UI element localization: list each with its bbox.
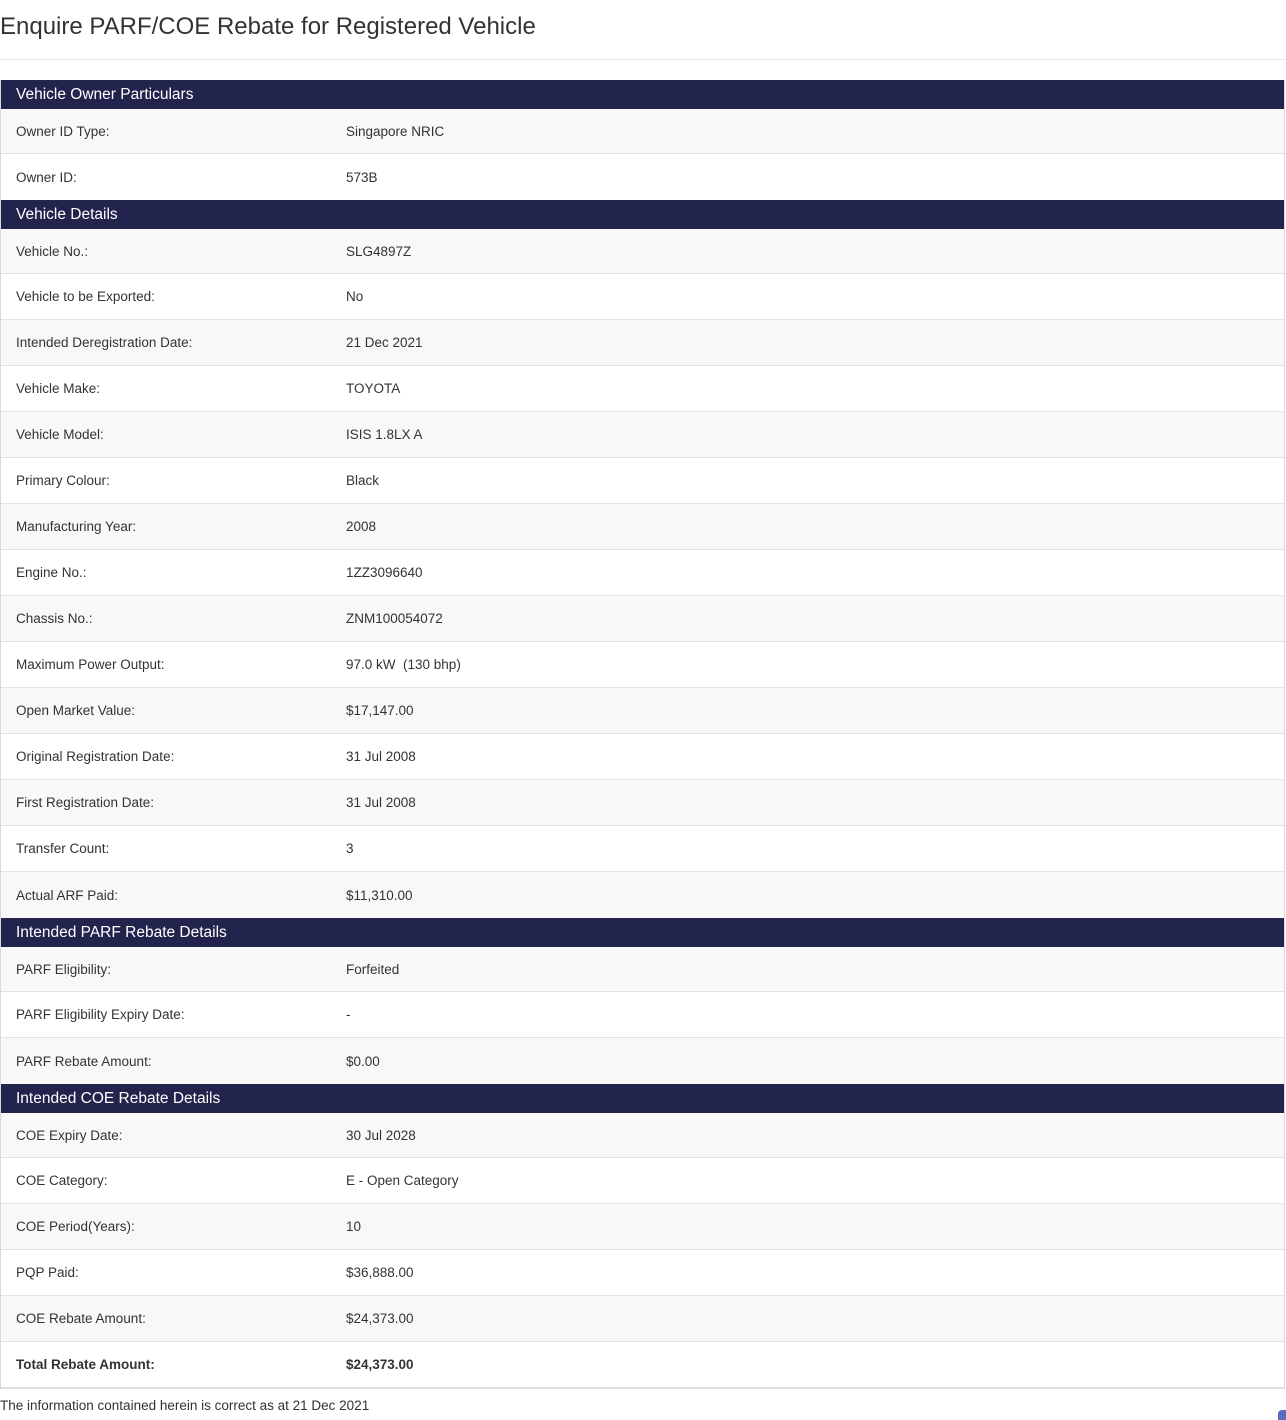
detail-row: [1, 688, 1284, 734]
detail-label: COE Rebate Amount:: [16, 1311, 146, 1326]
section-header: Vehicle Owner Particulars: [1, 80, 1284, 109]
detail-value: 10: [346, 1219, 362, 1234]
detail-value: TOYOTA: [346, 381, 401, 396]
detail-label: Vehicle No.:: [16, 243, 89, 259]
section-header: Intended COE Rebate Details: [1, 1084, 1284, 1113]
detail-label: Chassis No.:: [16, 611, 93, 626]
detail-label: Primary Colour:: [16, 473, 110, 488]
detail-value: 2008: [346, 519, 377, 534]
detail-label: First Registration Date:: [16, 795, 155, 810]
feedback-tab[interactable]: [1278, 1410, 1286, 1420]
detail-row: [1, 872, 1284, 918]
detail-value: 97.0 kW (130 bhp): [346, 657, 461, 672]
detail-row: [1, 320, 1284, 366]
detail-label: Intended Deregistration Date:: [16, 335, 193, 350]
detail-label: Engine No.:: [16, 565, 87, 580]
detail-value: 1ZZ3096640: [346, 565, 423, 580]
title-divider: [0, 59, 1286, 60]
detail-label: Transfer Count:: [16, 841, 110, 856]
detail-row: [1, 229, 1284, 274]
detail-row: [1, 1250, 1284, 1296]
detail-value: 30 Jul 2028: [346, 1127, 416, 1143]
detail-row: [1, 1296, 1284, 1342]
section-header: Vehicle Details: [1, 200, 1284, 229]
detail-value: $17,147.00: [346, 703, 414, 718]
detail-value: 31 Jul 2008: [346, 795, 416, 810]
detail-row: [1, 154, 1284, 200]
detail-value: Singapore NRIC: [346, 123, 445, 139]
data-as-at-footnote: The information contained herein is correct as at 21 Dec 2021: [0, 1398, 370, 1413]
detail-value: Black: [346, 473, 380, 488]
detail-label: Maximum Power Output:: [16, 657, 165, 672]
detail-value: $36,888.00: [346, 1265, 414, 1280]
detail-label: Original Registration Date:: [16, 749, 175, 764]
detail-label: PARF Eligibility Expiry Date:: [16, 1007, 185, 1022]
detail-value: -: [346, 1007, 351, 1022]
rebate-details-panel: [0, 80, 1285, 1389]
detail-row: [1, 412, 1284, 458]
detail-value: 573B: [346, 169, 378, 185]
detail-row: [1, 596, 1284, 642]
detail-row: [1, 1158, 1284, 1204]
detail-label: Total Rebate Amount:: [16, 1357, 155, 1372]
detail-value: $24,373.00: [346, 1357, 414, 1372]
detail-value: 3: [346, 841, 354, 856]
detail-row: [1, 1204, 1284, 1250]
detail-value: ISIS 1.8LX A: [346, 427, 423, 442]
detail-value: 21 Dec 2021: [346, 335, 423, 350]
detail-label: PARF Rebate Amount:: [16, 1053, 152, 1069]
detail-row: [1, 550, 1284, 596]
detail-row: [1, 642, 1284, 688]
section-header: Intended PARF Rebate Details: [1, 918, 1284, 947]
detail-value: $24,373.00: [346, 1311, 414, 1326]
detail-label: PARF Eligibility:: [16, 961, 112, 977]
detail-label: Vehicle to be Exported:: [16, 289, 155, 304]
detail-label: Owner ID:: [16, 169, 77, 185]
detail-label: COE Expiry Date:: [16, 1127, 123, 1143]
detail-row: [1, 992, 1284, 1038]
detail-row: [1, 458, 1284, 504]
detail-row: [1, 947, 1284, 992]
detail-value: Forfeited: [346, 961, 400, 977]
detail-value: $11,310.00: [346, 887, 413, 903]
detail-value: E - Open Category: [346, 1173, 459, 1188]
detail-row: [1, 734, 1284, 780]
detail-row: [1, 504, 1284, 550]
detail-row: [1, 1113, 1284, 1158]
detail-row: [1, 109, 1284, 154]
detail-label: Manufacturing Year:: [16, 519, 137, 534]
detail-label: Owner ID Type:: [16, 123, 110, 139]
detail-label: Actual ARF Paid:: [16, 887, 119, 903]
detail-row: [1, 826, 1284, 872]
detail-label: COE Period(Years):: [16, 1219, 135, 1234]
detail-row: [1, 1038, 1284, 1084]
detail-value: ZNM100054072: [346, 611, 443, 626]
detail-label: Open Market Value:: [16, 703, 136, 718]
detail-label: Vehicle Model:: [16, 427, 104, 442]
detail-value: SLG4897Z: [346, 243, 412, 259]
page-title: Enquire PARF/COE Rebate for Registered Vehicle: [0, 13, 536, 40]
detail-row: [1, 366, 1284, 412]
detail-value: No: [346, 289, 364, 304]
detail-value: $0.00: [346, 1053, 380, 1069]
detail-row: [1, 780, 1284, 826]
detail-label: Vehicle Make:: [16, 381, 101, 396]
detail-label: PQP Paid:: [16, 1265, 79, 1280]
detail-value: 31 Jul 2008: [346, 749, 416, 764]
detail-row: [1, 274, 1284, 320]
detail-row: [1, 1342, 1284, 1388]
detail-label: COE Category:: [16, 1173, 108, 1188]
